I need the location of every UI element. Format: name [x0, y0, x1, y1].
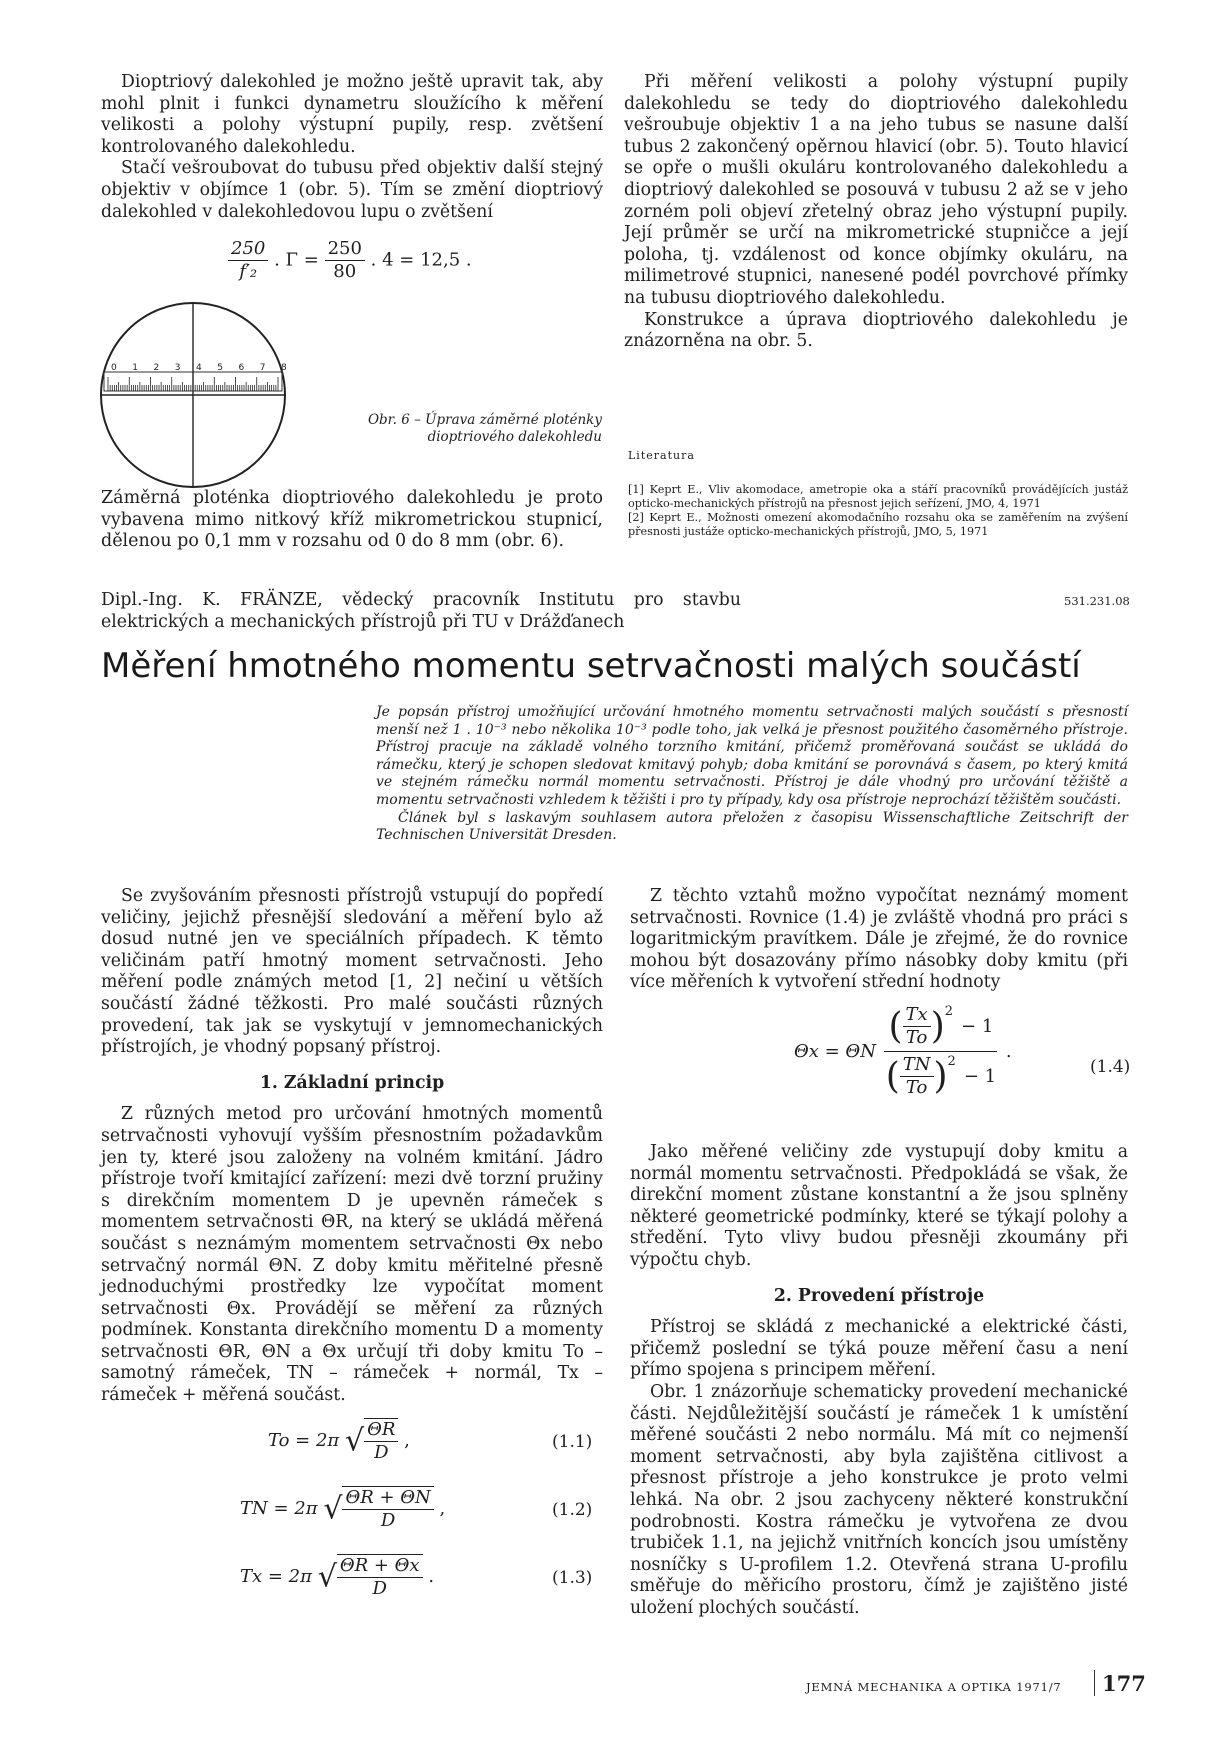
eq-end: . — [428, 1566, 435, 1587]
eq-lhs: To = 2π — [268, 1430, 340, 1451]
eq-end: . 4 = 12,5 . — [370, 249, 472, 271]
article-title: Měření hmotného momentu setrvačnosti malých součástí — [101, 646, 1081, 686]
scale-label: 5 — [217, 363, 223, 373]
top-right-text — [624, 72, 1128, 353]
eq14-numerator: ( $\frac{Tx}{To}$ ) $^2$ − 1 — [884, 1002, 997, 1052]
eq-end: . — [1005, 1041, 1012, 1062]
equation-1-2: TN = 2π √ $\frac{\Theta R + \Theta N}{D}$ , — [240, 1487, 446, 1531]
equation-1-1: To = 2π √ $\frac{\Theta R}{D}$ , — [268, 1419, 410, 1463]
equation-1-4 — [794, 1002, 1012, 1101]
udc-code: 531.231.08 — [1064, 594, 1130, 608]
paragraph: Z těchto vztahů možno vypočítat neznámý moment setrvačnosti. Rovnice (1.4) je zvláště vhodná pro práci s logaritmickým pravítkem. Dále je zřejmé, že do rovnice mohou být dosazovány přímo násobky doby kmitu (při více měřeních k vytvoření střední hodnoty — [630, 886, 1128, 993]
eq-lhs: Θx = ΘN — [794, 1041, 876, 1062]
reference-item: [2] Keprt E., Možnosti omezení akomodačního rozsahu oka se zaměřením na zvýšení přesnosti justáže opticko-mechanických přístrojů, JMO, 5, 1971 — [628, 511, 1128, 538]
abstract-note: Článek byl s laskavým souhlasem autora přeložen z časopisu Wissenschaftliche Zeitschrift der Technischen Universität Dresden. — [376, 809, 1128, 844]
figure-caption: Obr. 6 – Úprava záměrné ploténky dioptriového dalekohledu — [367, 412, 602, 445]
paragraph: Konstrukce a úprava dioptriového dalekohledu je znázorněna na obr. 5. — [624, 309, 1128, 352]
eq-den: D — [380, 1510, 396, 1531]
eq-num: 250 — [228, 238, 268, 261]
scale-label: 0 — [111, 363, 117, 373]
journal-name: JEMNÁ MECHANIKA A OPTIKA 1971/7 — [806, 1680, 1062, 1694]
eq-lhs: TN = 2π — [240, 1498, 318, 1519]
reticle-figure — [98, 300, 288, 490]
scale-label: 2 — [153, 363, 160, 373]
scale-label: 6 — [238, 363, 245, 373]
scale-label: 4 — [196, 363, 202, 373]
paragraph: Při měření velikosti a polohy výstupní pupily dalekohledu se tedy do dioptriového dalekohledu vešroubuje objektiv 1 a na jeho tubus se nasune další tubus 2 zakončený opěrnou hlavicí (obr. 5). Touto hlavicí se opře o mušli okuláru kontrolovaného dalekohledu a dioptriový dalekohled se posouvá v tubusu 2 až se v jeho zorném poli objeví zřetelný obraz jeho výstupní pupily. Její průměr se určí na mikrometrické stupničce a její poloha, tj. vzdálenost od konce objímky okuláru, na milimetrové stupnici, nanesené podél povrchové přímky na tubusu dioptriového dalekohledu. — [624, 72, 1128, 308]
scale-label: 8 — [281, 363, 287, 373]
paragraph: Obr. 1 znázorňuje schematicky provedení mechanické části. Nejdůležitější součástí je rámeček 1 k umístění měřené součásti 2 nebo normálu. Má mít co nejmenší moment setrvačnosti, aby byla zajištěna citlivost a přesnost přístroje a jeho konstrukce je proto velmi lehká. Na obr. 2 jsou zachyceny některé konstrukční podrobnosti. Kostra rámečku je vytvořena ze dvou trubiček 1.1, na jejichž vnitřních koncích jsou umístěny nosníčky s U-profilem 1.2. Otevřená strana U-profilu směřuje do měřicího prostoru, čímž je zajištěno jisté uložení plochých součástí. — [630, 1381, 1128, 1618]
paragraph: Se zvyšováním přesnosti přístrojů vstupují do popředí veličiny, jejichž přesnější sledování a měření bylo až dosud nutné jen ve speciálních případech. K těmto veličinám patří hmotný moment setrvačnosti. Jeho měření podle známých metod [1, 2] nečiní u větších součástí žádné těžkosti. Pro malé součásti různých provedení, tak jak se vyskytují v jemnomechanických přístrojích, je vhodný popsaný přístroj. — [101, 886, 603, 1058]
section-heading: 1. Základní princip — [259, 1072, 445, 1093]
eq-den: 80 — [333, 261, 357, 282]
references — [628, 483, 1128, 539]
eq-end: , — [439, 1498, 446, 1519]
page-number: 177 — [1102, 1671, 1146, 1696]
eq-minus-one: − 1 — [963, 1066, 997, 1087]
abstract — [376, 704, 1128, 845]
equation-number: (1.2) — [552, 1500, 593, 1520]
eq-den: D — [372, 1578, 387, 1599]
eq-minus-one: − 1 — [961, 1016, 994, 1037]
eq-mid: . Γ = — [274, 249, 319, 271]
eq-den: To — [905, 1027, 928, 1048]
eq-power: 2 — [947, 1054, 956, 1069]
paragraph: Z různých metod pro určování hmotných momentů setrvačnosti vyhovují vyšším přesnostním požadavkům jen ty, které jsou založeny na volném kmitání. Jádro přístroje tvoří kmitající zařízení: mezi dvě torzní pružiny s direkčním momentem D je upevněn rámeček s momentem setrvačnosti ΘR, na který se ukládá měřená součást s neznámým momentem setrvačnosti Θx nebo setrvačný normál ΘN. Z doby kmitu měřitelné přesně jednoduchými prostředky lze vypočítat moment setrvačnosti Θx. Provádějí se měření za různých podmínek. Konstanta direkčního momentu D a momenty setrvačnosti ΘR, ΘN a Θx určují tři doby kmitu To – samotný rámeček, TN – rámeček + normál, Tx – rámeček + měřená součást. — [101, 1104, 603, 1406]
footer-divider — [1094, 1670, 1095, 1696]
right-column-top — [630, 886, 1128, 994]
eq-end: , — [404, 1430, 410, 1451]
scale-label: 3 — [174, 363, 181, 373]
equation-number: (1.3) — [552, 1568, 593, 1588]
eq-den: To — [905, 1077, 928, 1098]
micrometer-scale-ticks — [108, 377, 278, 391]
micrometer-scale-labels — [111, 363, 287, 373]
paragraph: Záměrná ploténka dioptriového dalekohledu je proto vybavena mimo nitkový kříž mikrometrickou stupnicí, dělenou po 0,1 mm v rozsahu od 0 do 8 mm (obr. 6). — [101, 488, 603, 552]
eq-power: 2 — [944, 1004, 954, 1019]
equation-number: (1.1) — [552, 1432, 593, 1452]
equation-number: (1.4) — [1090, 1057, 1131, 1077]
paragraph: Dioptriový dalekohled je možno ještě upravit tak, aby mohl plnit i funkci dynametru sloužícího k měření velikosti a polohy výstupní pupily, resp. zvětšení kontrolovaného dalekohledu. — [101, 72, 603, 157]
author-line: Dipl.-Ing. K. FRÄNZE, vědecký pracovník Institutu pro stavbu elektrických a mechanických přístrojů při TU v Drážďanech — [101, 590, 741, 632]
eq-num: ΘR + ΘN — [342, 1487, 433, 1510]
equation-magnification — [228, 238, 472, 283]
eq14-denominator: ( $\frac{TN}{To}$ ) $^2$ − 1 — [885, 1054, 997, 1098]
reference-item: [1] Keprt E., Vliv akomodace, ametropie oka a stáří pracovníků provádějících justáž opticko-mechanických přístrojů na přesnost jejich seřízení, JMO, 4, 1971 — [628, 483, 1128, 510]
equation-1-3: Tx = 2π √ $\frac{\Theta R + \Theta x}{D}$ . — [240, 1555, 435, 1599]
eq-num: ΘR — [364, 1419, 398, 1442]
eq-lhs: Tx = 2π — [240, 1566, 312, 1587]
abstract-text: Je popsán přístroj umožňující určování hmotného momentu setrvačnosti malých součástí s přesností menší než 1 . 10⁻³ nebo několika 10⁻³ podle toho, jak velká je přesnost použitého časoměrného přístroje. Přístroj pracuje na základě volného torzního kmitání, přičemž proměřovaná součást se ukládá do rámečku, který je schopen sledovat kmitavý pohyb; doba kmitání se porovnává s časem, po který kmitá ve stejném rámečku normál momentu setrvačnosti. Přístroj je dále vhodný pro určování těžiště a momentu setrvačnosti vzhledem k těžišti i pro ty případy, kdy osa přístroje neprochází těžištěm součásti. — [376, 704, 1128, 808]
eq-den: f′₂ — [239, 261, 258, 282]
eq-num: ΘR + Θx — [337, 1555, 423, 1578]
paragraph: Jako měřené veličiny zde vystupují doby kmitu a normál momentu setrvačnosti. Předpokládá se však, že direkční moment zůstane konstantní a že jsou splněny některé geometrické podmínky, které se týkají polohy a středění. Tyto vlivy budou přesněji zkoumány při výpočtu chyb. — [630, 1142, 1128, 1270]
paragraph: Stačí vešroubovat do tubusu před objektiv další stejný objektiv v objímce 1 (obr. 5). Tím se změní dioptriový dalekohled v dalekohledovou lupu o zvětšení — [101, 158, 603, 222]
scale-label: 7 — [259, 363, 266, 373]
paragraph: Přístroj se skládá z mechanické a elektrické části, přičemž poslední se týká pouze měření času a není přímo spojena s principem měření. — [630, 1317, 1128, 1381]
top-left-text — [101, 72, 603, 223]
eq-den: D — [374, 1442, 389, 1463]
literature-heading: Literatura — [628, 449, 695, 462]
scale-label: 1 — [132, 363, 138, 373]
right-column-bottom — [630, 1142, 1128, 1619]
left-column — [101, 886, 603, 1407]
eq-num: Tx — [903, 1004, 931, 1027]
section-heading: 2. Provedení přístroje — [773, 1285, 985, 1306]
eq-num: 250 — [325, 238, 365, 261]
top-left-bottom-text — [101, 488, 603, 553]
eq-num: TN — [900, 1054, 934, 1077]
